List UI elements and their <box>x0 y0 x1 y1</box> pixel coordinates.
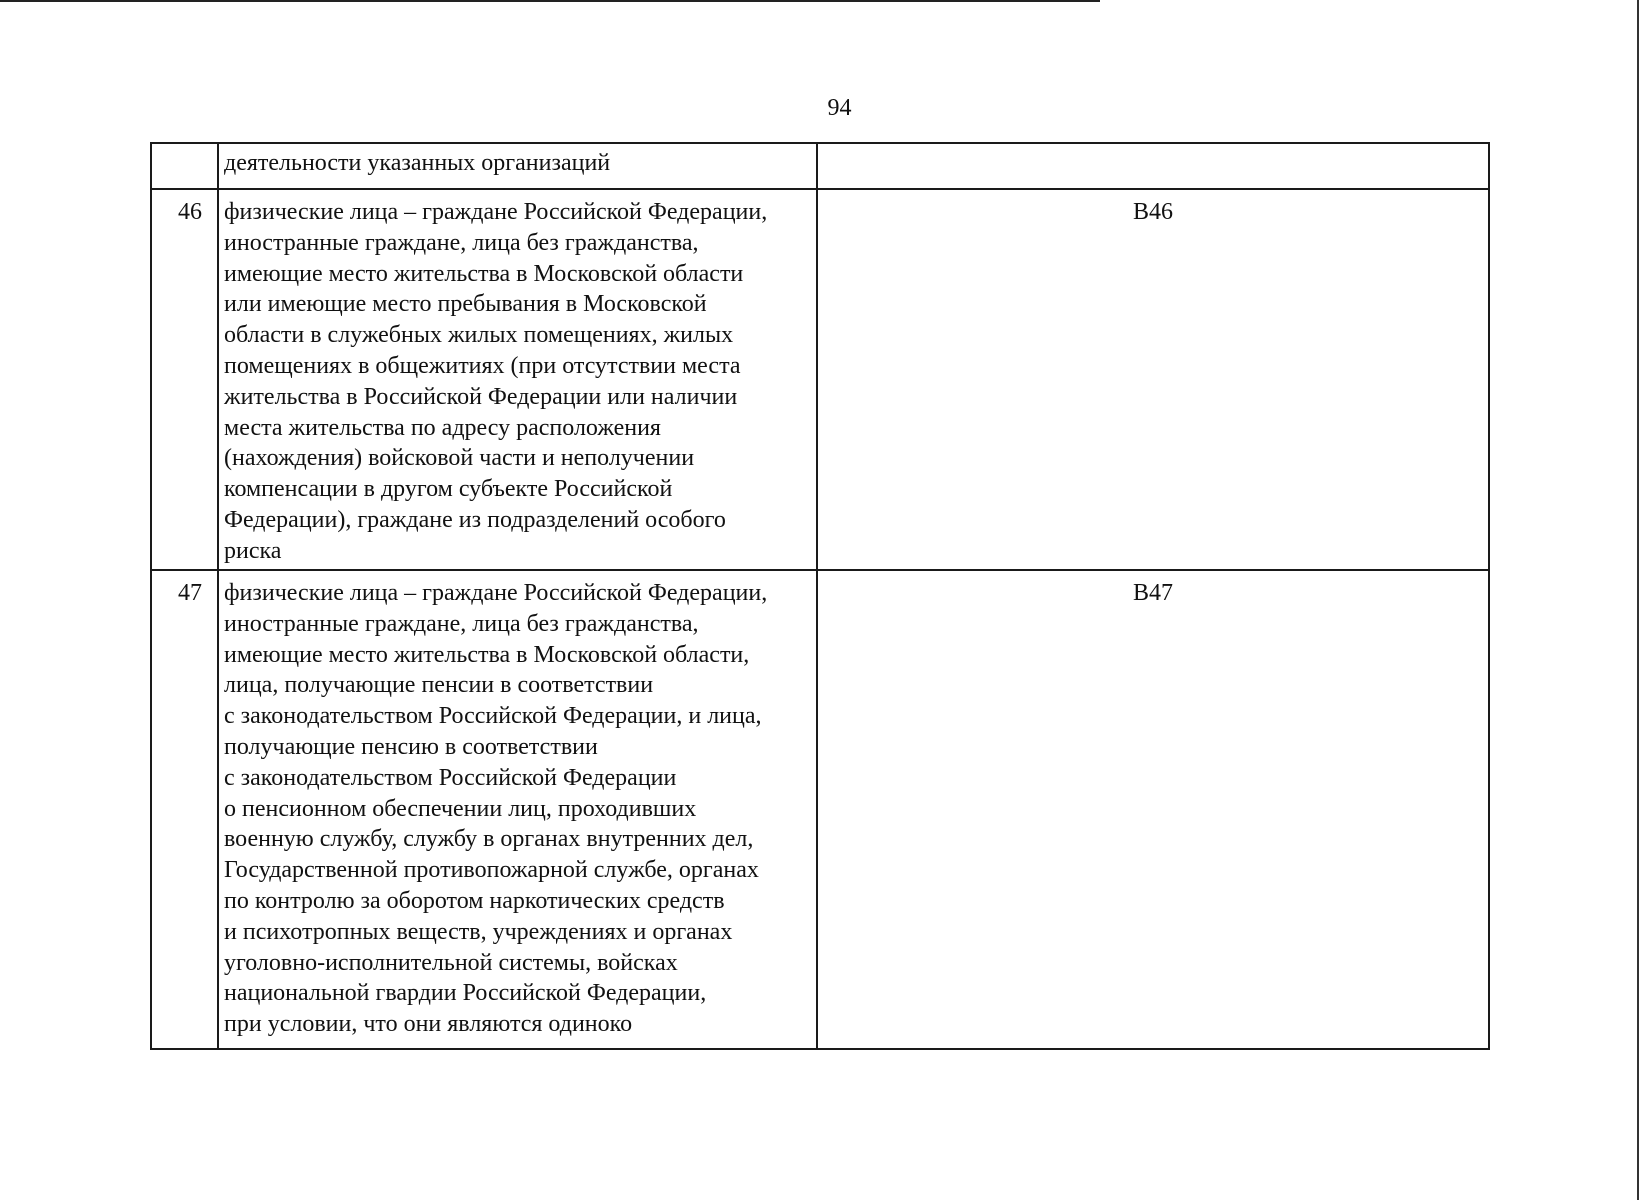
description-line: области в служебных жилых помещениях, жилых <box>224 322 734 349</box>
description-line: по контролю за оборотом наркотических средств <box>224 887 725 914</box>
description-line: Федерации), граждане из подразделений особого <box>224 506 726 533</box>
benefits-table <box>150 142 1490 1050</box>
description-line: национальной гвардии Российской Федерации, <box>224 980 707 1007</box>
description-line: физические лица – граждане Российской Федерации, <box>224 199 768 225</box>
description-line: компенсации в другом субъекте Российской <box>224 476 673 503</box>
description-line: Государственной противопожарной службе, органах <box>224 857 759 884</box>
description-line: и психотропных веществ, учреждениях и органах <box>224 918 733 945</box>
row-number-cell: 47 <box>151 570 218 1049</box>
description-line: уголовно-исполнительной системы, войсках <box>224 949 678 976</box>
description-line: лица, получающие пенсии в соответствии <box>224 672 654 699</box>
row-code-cell: В47 <box>817 570 1489 1049</box>
row-code-cell <box>817 143 1489 189</box>
table-row <box>151 570 1489 1049</box>
description-line: получающие пенсию в соответствии <box>224 733 598 760</box>
description-line: при условии, что они являются одиноко <box>224 1011 633 1038</box>
description-line: физические лица – граждане Российской Федерации, <box>224 580 768 606</box>
description-line: о пенсионном обеспечении лиц, проходивших <box>224 795 697 822</box>
page-number: 94 <box>827 95 852 121</box>
table-row-continuation <box>151 143 1489 189</box>
description-line: помещениях в общежитиях (при отсутствии места <box>224 352 741 379</box>
table-row <box>151 189 1489 570</box>
description-line: жительства в Российской Федерации или наличии <box>224 383 738 410</box>
description-line: риска <box>224 537 282 564</box>
description-line: с законодательством Российской Федерации <box>224 764 677 791</box>
row-description-cell <box>218 570 817 1049</box>
description-line: или имеющие место пребывания в Московской <box>224 291 707 318</box>
row-description-cell <box>218 143 817 189</box>
description-line: места жительства по адресу расположения <box>224 414 661 441</box>
description-line: деятельности указанных организаций <box>224 150 611 176</box>
description-line: (нахождения) войсковой части и неполучении <box>224 445 695 472</box>
row-description-cell <box>218 189 817 570</box>
description-line: военную службу, службу в органах внутренних дел, <box>224 826 754 853</box>
description-line: имеющие место жительства в Московской области <box>224 260 744 287</box>
row-code-cell: В46 <box>817 189 1489 570</box>
row-number-cell: 46 <box>151 189 218 570</box>
description-line: иностранные граждане, лица без гражданства, <box>224 610 699 637</box>
row-number-cell <box>151 143 218 189</box>
description-line: имеющие место жительства в Московской области, <box>224 641 750 668</box>
description-line: иностранные граждане, лица без гражданства, <box>224 229 699 256</box>
description-line: с законодательством Российской Федерации, и лица, <box>224 703 762 730</box>
scan-edge-top <box>0 0 1100 2</box>
